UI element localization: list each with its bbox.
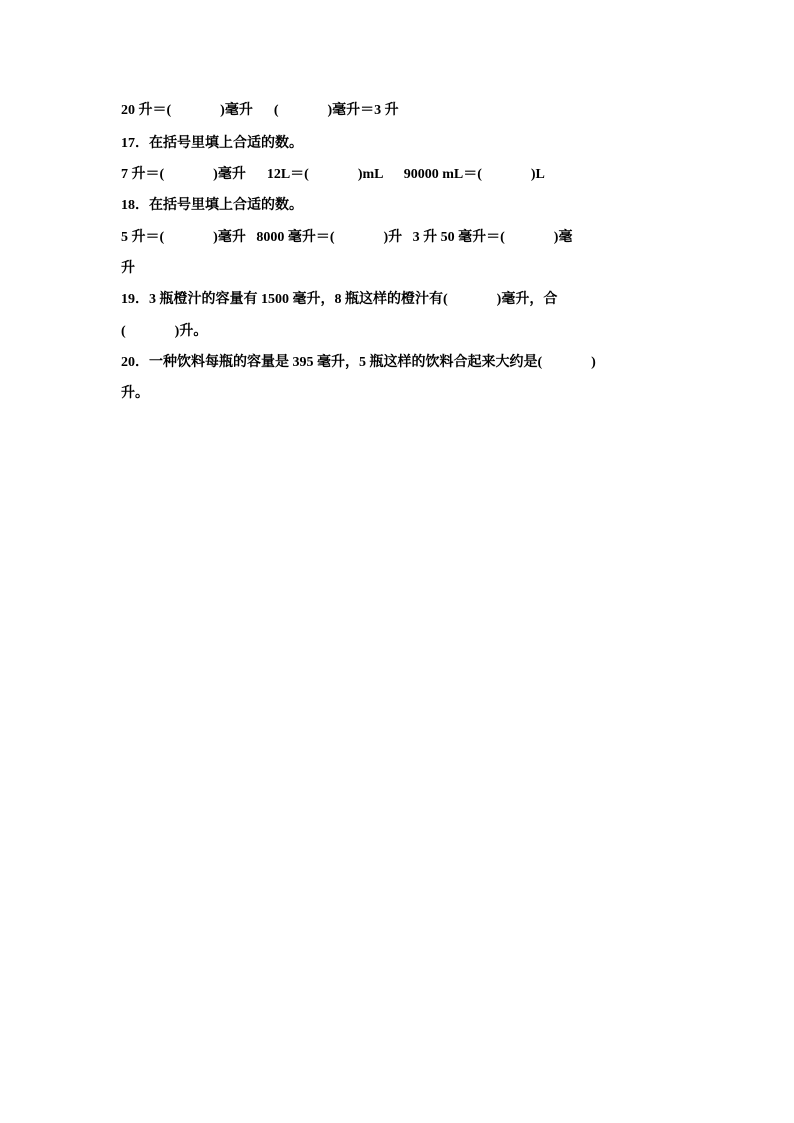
line-q17-heading: 17．在括号里填上合适的数。 (121, 136, 303, 151)
line-q19-text: 19．3 瓶橙汁的容量有 1500 毫升，8 瓶这样的橙汁有( )毫升，合 (121, 292, 558, 307)
line-q17-conversions: 7 升＝( )毫升 12L＝( )mL 90000 mL＝( )L (121, 167, 545, 182)
line-q16-conversions: 20 升＝( )毫升 ( )毫升＝3 升 (121, 103, 399, 118)
line-q18-conversions: 5 升＝( )毫升 8000 毫升＝( )升 3 升 50 毫升＝( )毫 (121, 230, 573, 245)
line-q18-heading: 18．在括号里填上合适的数。 (121, 198, 303, 213)
line-q18-continuation: 升 (121, 261, 135, 276)
line-q20-continuation: 升。 (121, 386, 149, 401)
line-q19-continuation: ( )升。 (121, 324, 208, 339)
line-q20-text: 20．一种饮料每瓶的容量是 395 毫升，5 瓶这样的饮料合起来大约是( ) (121, 355, 596, 370)
